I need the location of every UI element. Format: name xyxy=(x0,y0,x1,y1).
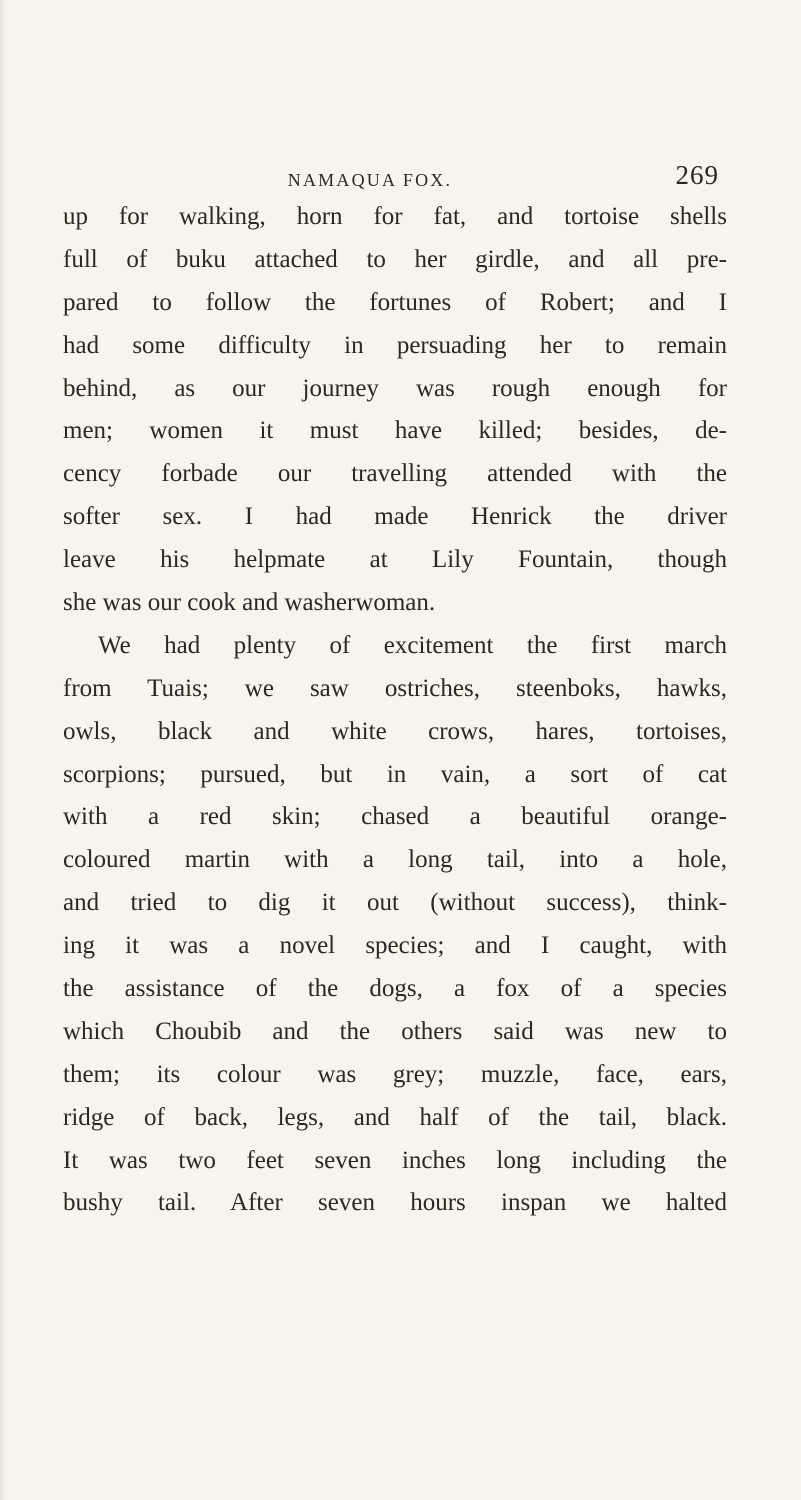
text-line: had some difficulty in persuading her to remain xyxy=(63,331,727,359)
text-line: ridge of back, legs, and half of the tail, black. xyxy=(63,1103,727,1131)
page-number: 269 xyxy=(675,160,719,190)
text-line: behind, as our journey was rough enough for xyxy=(63,374,727,402)
text-line: ing it was a novel species; and I caught, with xyxy=(63,932,727,960)
text-line: the assistance of the dogs, a fox of a species xyxy=(63,975,727,1003)
page-header xyxy=(0,160,801,200)
text-line: which Choubib and the others said was new to xyxy=(63,1017,727,1045)
text-line: coloured martin with a long tail, into a hole, xyxy=(63,846,727,874)
text-line: owls, black and white crows, hares, tortoises, xyxy=(63,717,727,745)
page-spine-shadow xyxy=(0,0,6,1500)
body-text xyxy=(63,196,727,1225)
text-line: pared to follow the fortunes of Robert; and I xyxy=(63,288,727,316)
text-line: full of buku attached to her girdle, and all pre- xyxy=(63,245,727,273)
text-line-paragraph-start: We had plenty of excitement the first march xyxy=(98,631,727,659)
text-line: up for walking, horn for fat, and tortoise shells xyxy=(63,203,727,230)
text-line: and tried to dig it out (without success), think- xyxy=(63,889,727,917)
text-line: It was two feet seven inches long including the xyxy=(63,1146,727,1174)
text-line: bushy tail. After seven hours inspan we halted xyxy=(63,1189,727,1217)
text-line-paragraph-end: she was our cook and washerwoman. xyxy=(63,589,436,617)
text-line: cency forbade our travelling attended with the xyxy=(63,460,727,488)
text-line: scorpions; pursued, but in vain, a sort of cat xyxy=(63,760,727,788)
text-line: softer sex. I had made Henrick the driver xyxy=(63,503,727,531)
text-line: them; its colour was grey; muzzle, face, ears, xyxy=(63,1060,727,1088)
text-line: from Tuais; we saw ostriches, steenboks, hawks, xyxy=(63,674,727,702)
text-line: men; women it must have killed; besides, de- xyxy=(63,417,727,445)
running-head: NAMAQUA FOX. xyxy=(287,170,453,190)
text-line: with a red skin; chased a beautiful orange- xyxy=(63,803,727,831)
text-line: leave his helpmate at Lily Fountain, though xyxy=(63,546,727,574)
